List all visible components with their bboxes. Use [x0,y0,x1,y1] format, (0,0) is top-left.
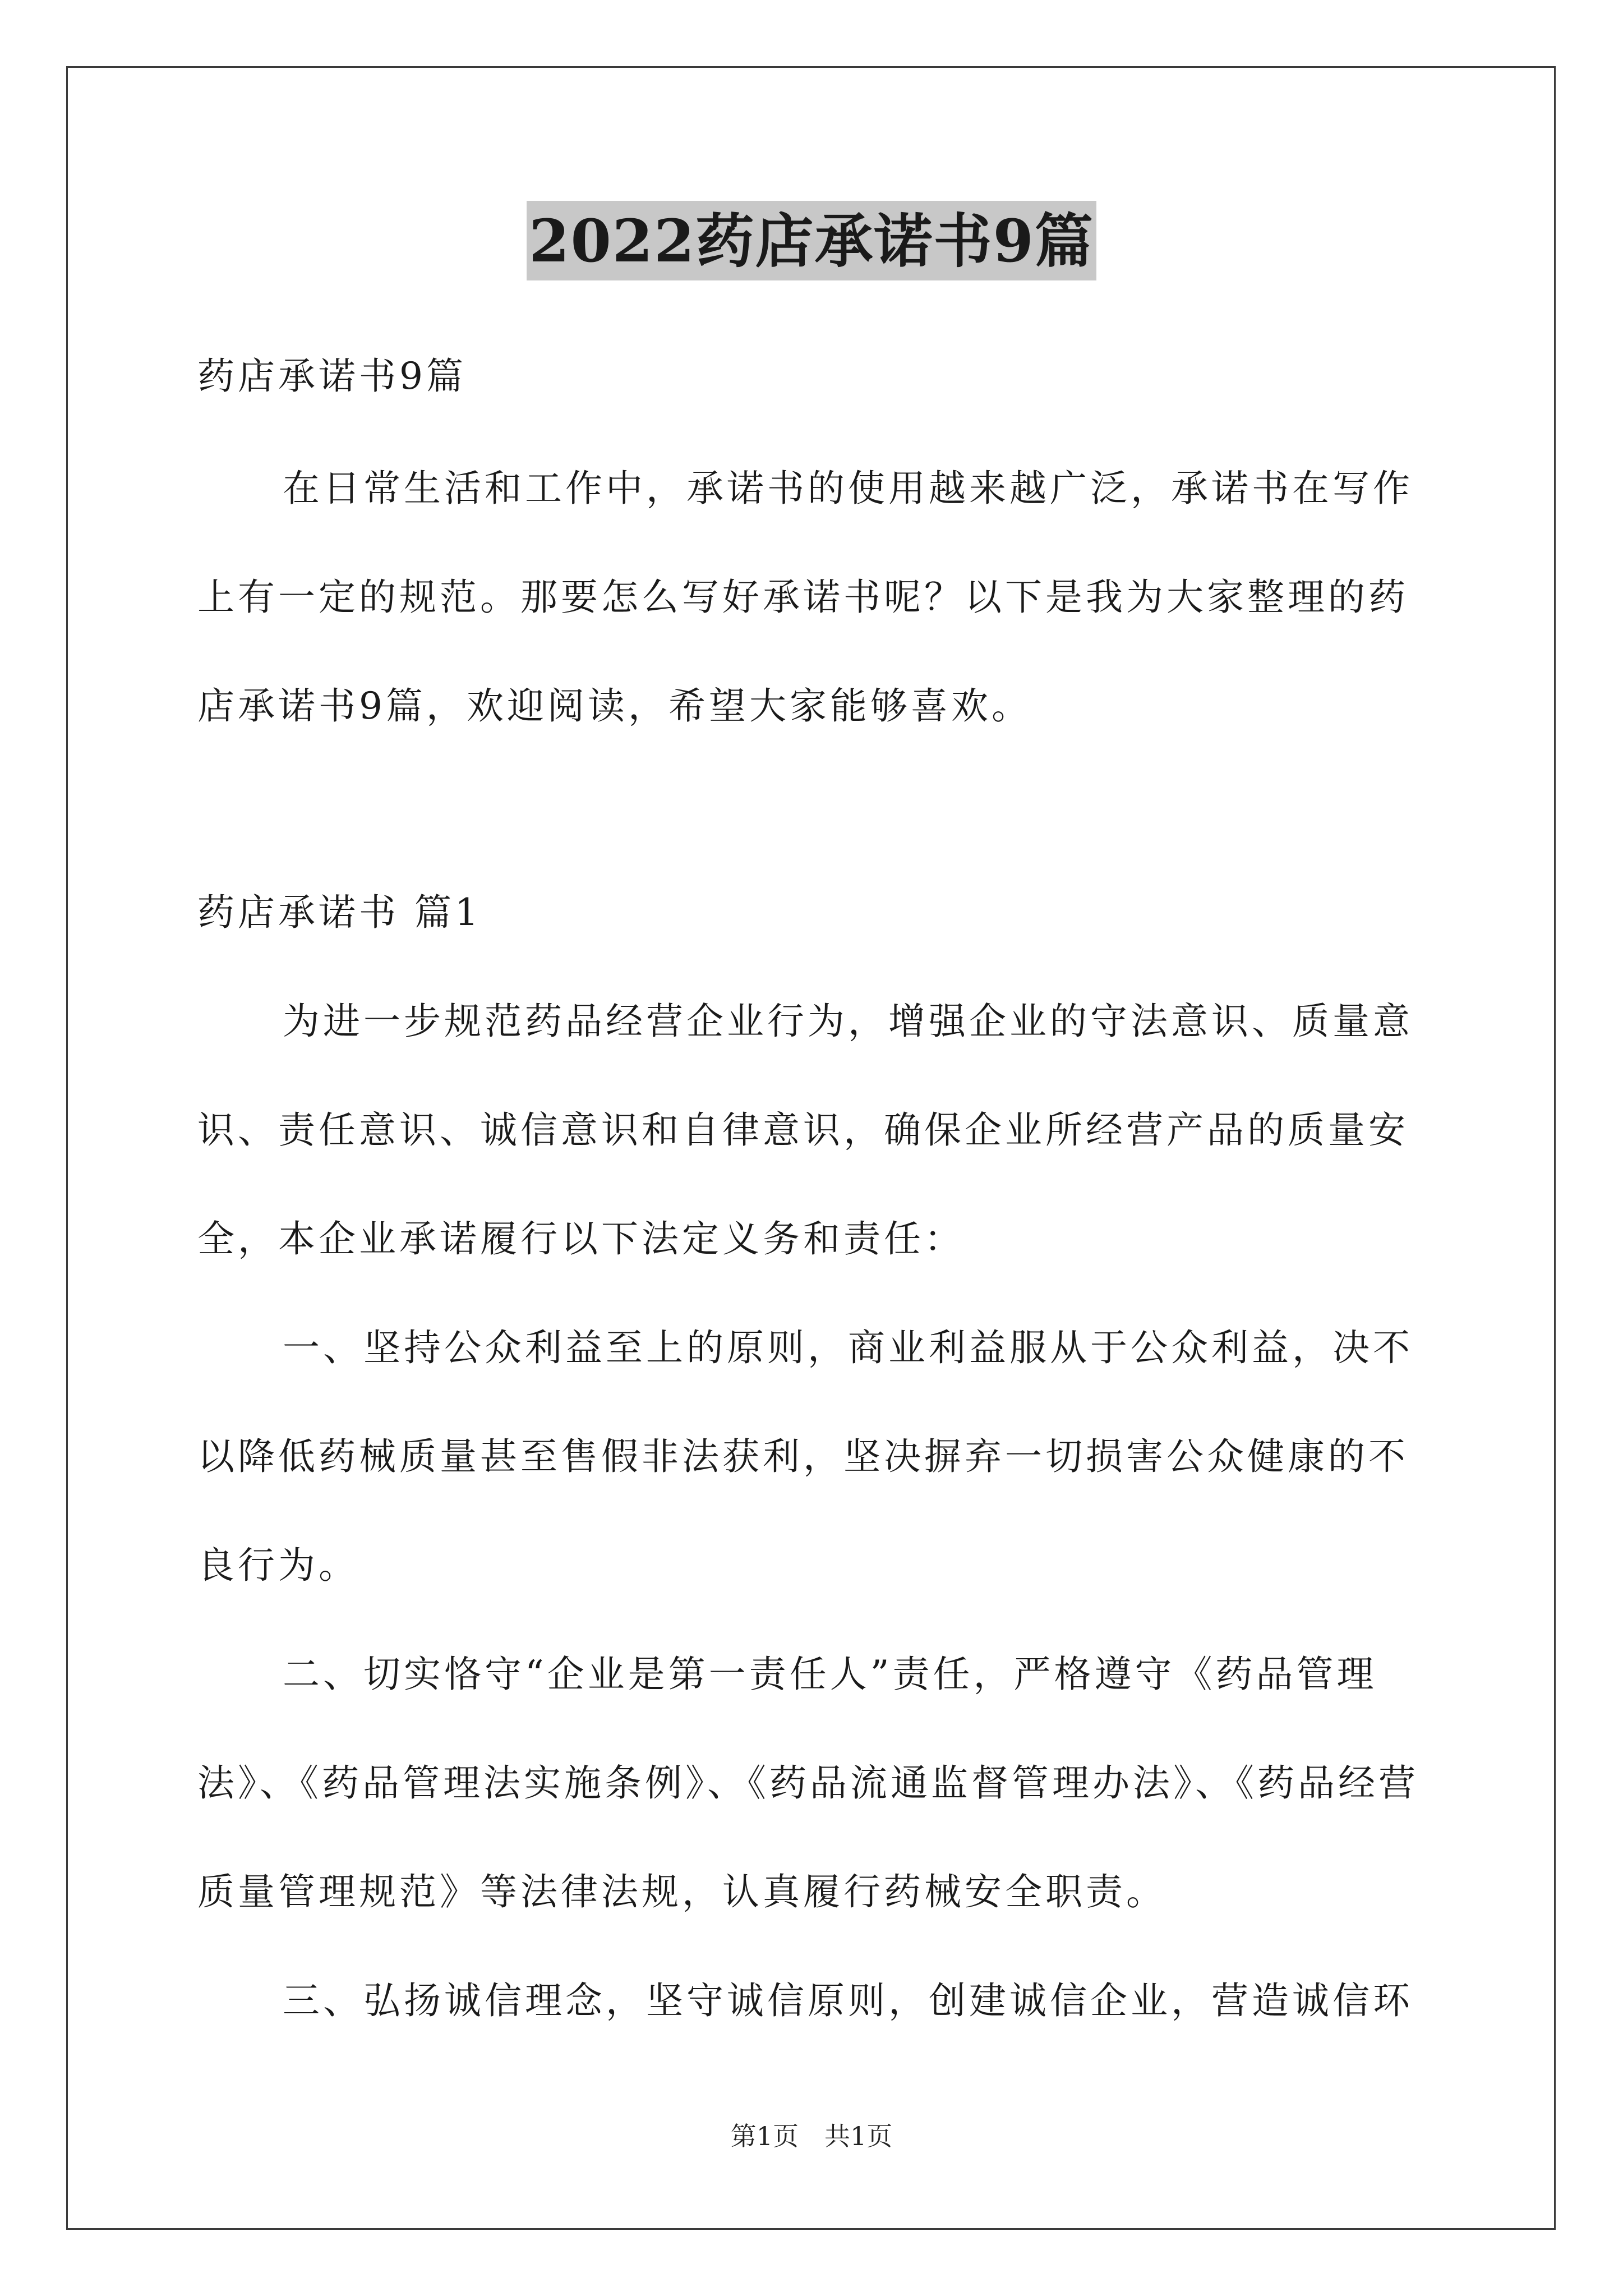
para1-line-2: 识、责任意识、诚信意识和自律意识，确保企业所经营产品的质量安 [197,1108,1409,1152]
document-title-row [0,201,1623,280]
intro-line-3: 店承诺书9篇，欢迎阅读，希望大家能够喜欢。 [197,684,1032,728]
item1-line-3: 良行为。 [197,1544,359,1587]
page-footer: 第1页 共1页 [730,2121,893,2151]
item2-line-2: 法》、《药品管理法实施条例》、《药品流通监督管理办法》、《药品经营 [197,1761,1419,1805]
item1-line-2: 以降低药械质量甚至售假非法获利，坚决摒弃一切损害公众健康的不 [197,1435,1409,1478]
item3-line-1: 三、弘扬诚信理念，坚守诚信原则，创建诚信企业，营造诚信环 [283,1979,1413,2022]
item1-line-1: 一、坚持公众利益至上的原则，商业利益服从于公众利益，决不 [283,1326,1413,1369]
para1-line-3: 全，本企业承诺履行以下法定义务和责任： [197,1217,965,1260]
intro-line-1: 在日常生活和工作中，承诺书的使用越来越广泛，承诺书在写作 [283,467,1413,510]
intro-line-2: 上有一定的规范。那要怎么写好承诺书呢？以下是我为大家整理的药 [197,576,1409,619]
item2-line-1: 二、切实恪守“企业是第一责任人”责任，严格遵守《药品管理 [283,1653,1377,1696]
item2-line-3: 质量管理规范》等法律法规，认真履行药械安全职责。 [197,1870,1166,1913]
para1-line-1: 为进一步规范药品经营企业行为，增强企业的守法意识、质量意 [283,1000,1413,1043]
document-title: 2022药店承诺书9篇 [527,201,1096,280]
section-heading: 药店承诺书 篇1 [197,891,482,934]
subtitle-line: 药店承诺书9篇 [197,355,467,398]
